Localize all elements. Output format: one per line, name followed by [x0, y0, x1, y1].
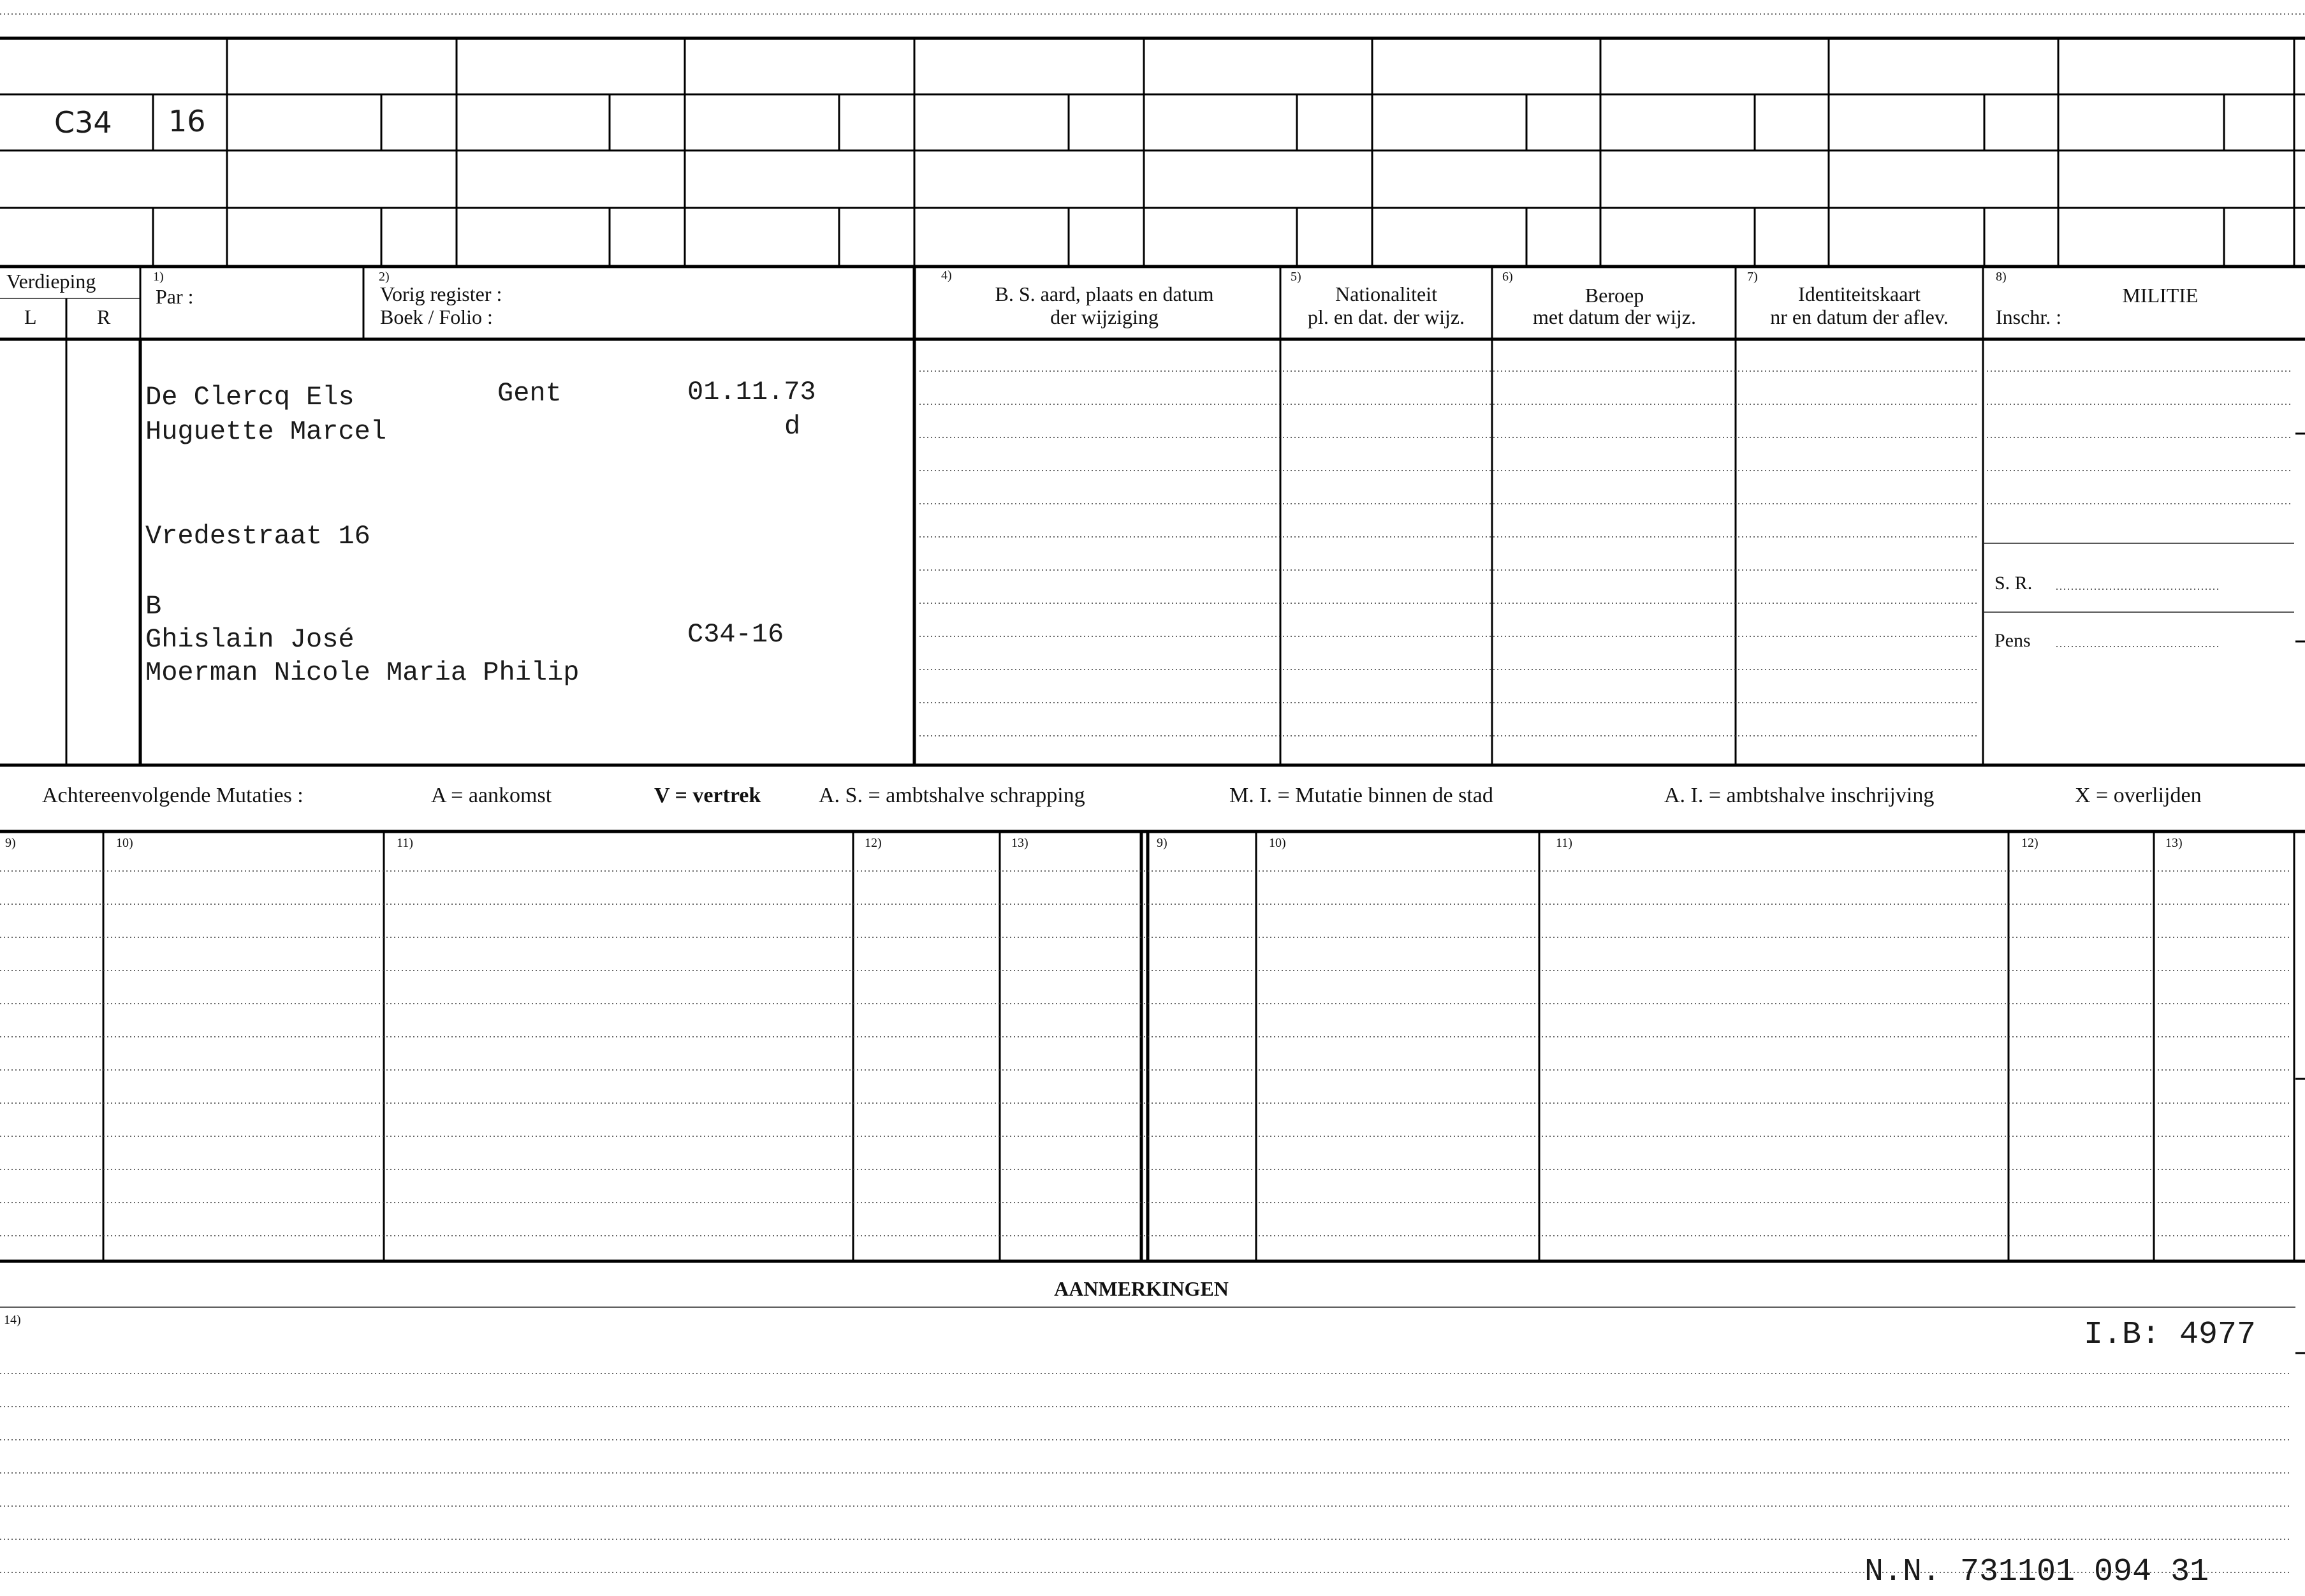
section-code: C34	[54, 105, 112, 140]
sr-label: S. R.	[1994, 573, 2033, 594]
identiteitskaart-header-line2: nr en datum der aflev.	[1770, 305, 1949, 328]
pens-label: Pens	[1994, 630, 2031, 651]
remarks-title: AANMERKINGEN	[1054, 1277, 1229, 1300]
field-number-2: 2)	[379, 270, 390, 284]
first-names: Ghislain José	[145, 624, 355, 655]
legend-mutatie-binnen-stad: M. I. = Mutatie binnen de stad	[1229, 784, 1493, 807]
col-12-left: 12)	[865, 836, 882, 850]
mutations-ruling	[0, 871, 2292, 1236]
remarks-section	[0, 1277, 2295, 1590]
remarks-ruling	[0, 1373, 2292, 1572]
field-number-7: 7)	[1747, 270, 1758, 284]
register-reference: C34-16	[687, 619, 784, 650]
record-body	[0, 339, 2305, 765]
legend-aankomst: A = aankomst	[431, 784, 552, 807]
col-13-left: 13)	[1011, 836, 1028, 850]
body-ruling	[919, 371, 2292, 736]
legend-vertrek: V = vertrek	[654, 784, 761, 807]
bs-header-line2: der wijziging	[1050, 305, 1159, 328]
mutation-legend	[42, 784, 2202, 807]
bs-header-line1: B. S. aard, plaats en datum	[995, 282, 1214, 305]
verdieping-label: Verdieping	[6, 270, 96, 293]
national-number: N.N. 731101 094 31	[1864, 1554, 2209, 1590]
column-l-label: L	[24, 305, 37, 328]
birthdate: 01.11.73	[687, 377, 816, 407]
col-10-right: 10)	[1269, 836, 1286, 850]
field-number-6: 6)	[1502, 270, 1513, 284]
identiteitskaart-header-line1: Identiteitskaart	[1798, 282, 1921, 305]
boek-folio-label: Boek / Folio :	[380, 305, 493, 328]
ib-number: I.B: 4977	[2084, 1317, 2257, 1353]
col-11-right: 11)	[1556, 836, 1572, 850]
nationaliteit-header-line1: Nationaliteit	[1335, 282, 1437, 305]
address: Vredestraat 16	[145, 521, 370, 552]
parents-names: Huguette Marcel	[145, 416, 387, 447]
col-13-right: 13)	[2165, 836, 2183, 850]
legend-ambtshalve-schrapping: A. S. = ambtshalve schrapping	[819, 784, 1085, 807]
vorig-register-label: Vorig register :	[380, 282, 502, 305]
legend-title: Achtereenvolgende Mutaties :	[42, 784, 304, 807]
edge-ticks	[2295, 434, 2305, 1353]
militie-header: MILITIE	[2122, 284, 2199, 307]
beroep-header-line1: Beroep	[1584, 284, 1644, 307]
col-10-left: 10)	[116, 836, 133, 850]
house-number: 16	[168, 104, 206, 138]
field-number-14: 14)	[4, 1313, 21, 1327]
col-9-left: 9)	[5, 836, 16, 850]
mark-b: B	[145, 591, 162, 622]
par-label: Par :	[156, 285, 194, 308]
field-number-5: 5)	[1291, 270, 1301, 284]
inschr-label: Inschr. :	[1996, 305, 2062, 328]
beroep-header-line2: met datum der wijz.	[1533, 305, 1696, 328]
column-header	[0, 267, 2305, 339]
birthplace: Gent	[497, 378, 562, 409]
col-11-left: 11)	[397, 836, 413, 850]
person-name: De Clercq Els	[145, 382, 355, 413]
mark-d: d	[784, 411, 801, 442]
field-number-4: 4)	[941, 268, 952, 282]
col-9-right: 9)	[1157, 836, 1167, 850]
column-r-label: R	[97, 305, 111, 328]
mother-name: Moerman Nicole Maria Philip	[145, 657, 580, 688]
legend-ambtshalve-inschrijving: A. I. = ambtshalve inschrijving	[1664, 784, 1935, 807]
mutations-table	[0, 831, 2305, 1261]
field-number-8: 8)	[1996, 270, 2007, 284]
legend-overlijden: X = overlijden	[2075, 784, 2202, 807]
field-number-1: 1)	[153, 270, 164, 284]
top-grid	[0, 14, 2305, 267]
col-12-right: 12)	[2021, 836, 2038, 850]
nationaliteit-header-line2: pl. en dat. der wijz.	[1307, 305, 1465, 328]
